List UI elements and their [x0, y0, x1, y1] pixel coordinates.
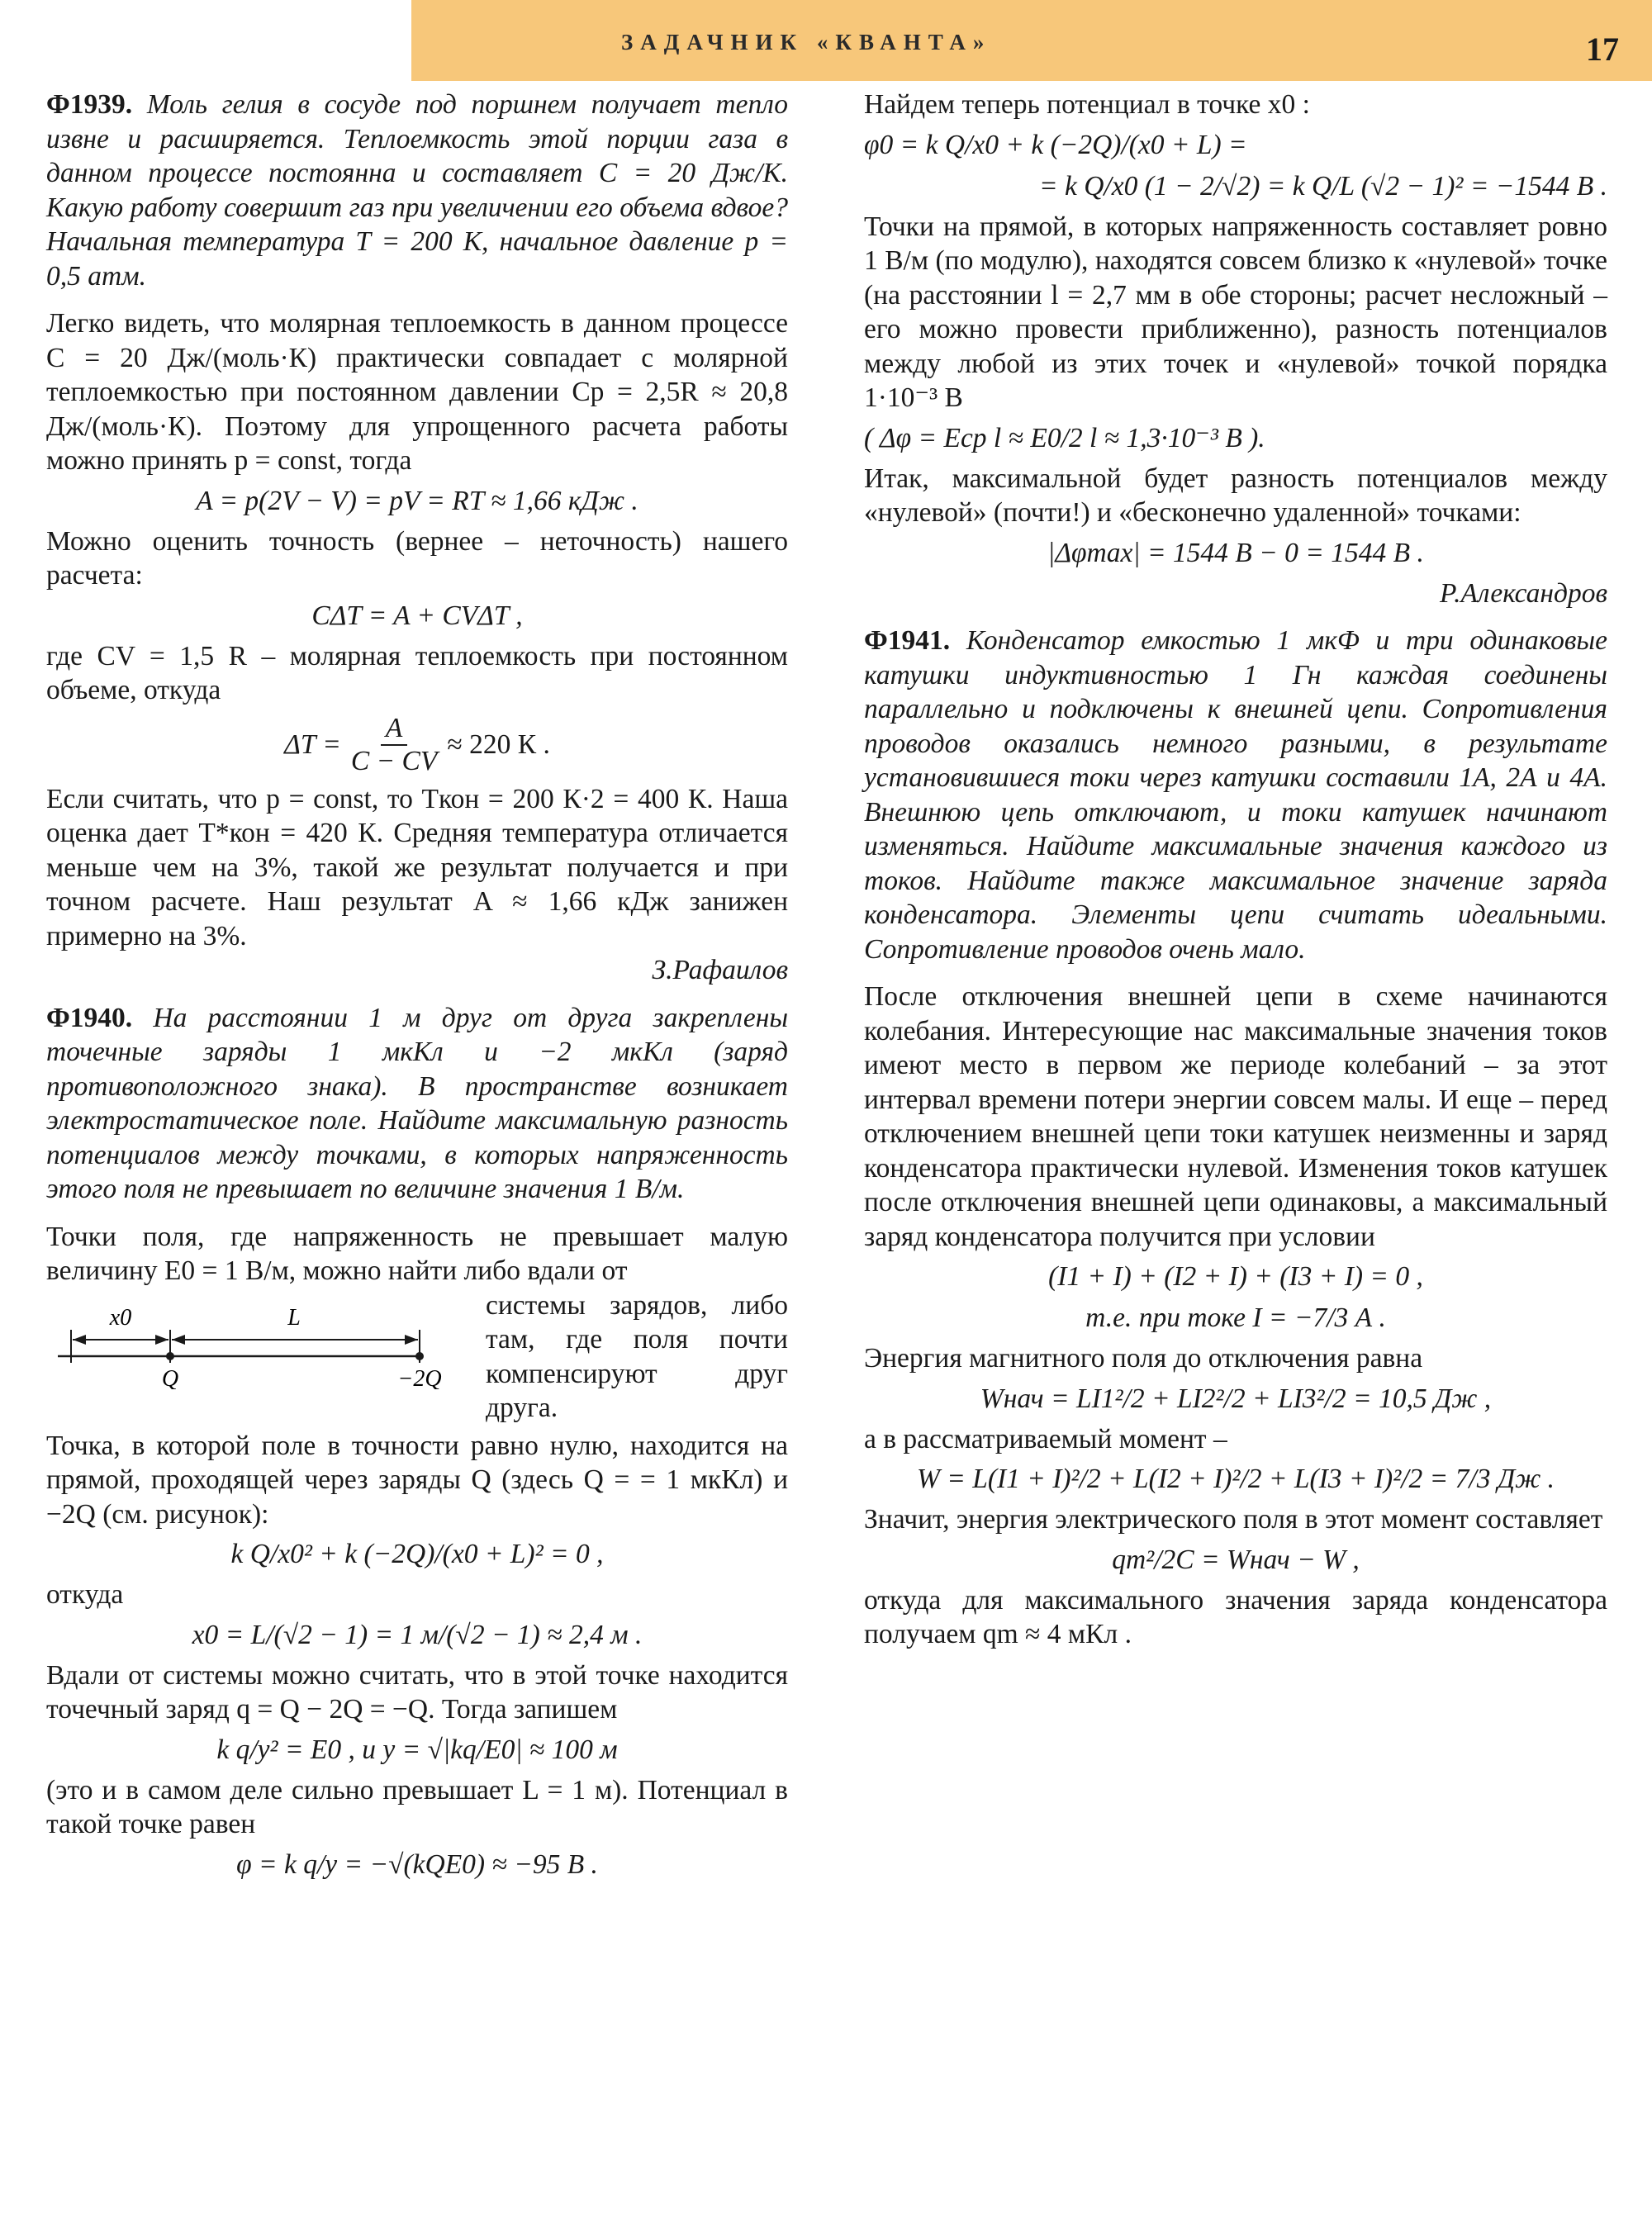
equation: Wнач = LI1²/2 + LI2²/2 + LI3²/2 = 10,5 Дж , — [980, 1383, 1492, 1414]
solution-paragraph: Энергия магнитного поля до отключения равна — [864, 1343, 1423, 1374]
solution-paragraph: а в рассматриваемый момент – — [864, 1423, 1227, 1454]
problem-id: Ф1939. — [46, 89, 133, 120]
equation: CΔT = A + CVΔT , — [311, 600, 523, 631]
equation: k q/y² = E0 , и y = √|kq/E0| ≈ 100 м — [216, 1734, 618, 1765]
solution-paragraph: Вдали от системы можно считать, что в этой точке находится точечный заряд q = Q − 2Q = −Q. Тогда запишем — [46, 1659, 788, 1725]
page-number: 17 — [1586, 31, 1619, 68]
author-signature: З.Рафаилов — [652, 955, 788, 985]
equation-fraction: ΔT = $\frac{A}{C - CV}$ ≈ 220 К . — [284, 712, 550, 776]
solution-paragraph: Если считать, что p = const, то Tкон = 200 К·2 = 400 К. Наша оценка дает T*кон = 420 К. Средняя температура отличается меньше чем на 3%, такой же результат получается и при точном расчете. Наш результат A ≈ 1,66 кДж занижен примерно на 3%. — [46, 783, 788, 951]
arrowhead — [155, 1335, 169, 1345]
problem-f1940-statement: Ф1940. На расстоянии 1 м друг от друга закреплены точечные заряды 1 мкКл и −2 мкКл (заряд противоположного знака). В пространстве возникает электростатическое поле. Найдите максимальную разность потенциалов между точками, в которых напряженность этого поля не превышает по величине значения 1 В/м. — [46, 1002, 789, 1204]
label-x0: x0 — [109, 1304, 132, 1331]
equation: x0 = L/(√2 − 1) = 1 м/(√2 − 1) ≈ 2,4 м . — [192, 1619, 643, 1650]
equation: φ = k q/y = −√(kQE0) ≈ −95 В . — [236, 1848, 598, 1880]
equation: т.е. при токе I = −7/3 А . — [1085, 1303, 1386, 1333]
solution-paragraph: Итак, максимальной будет разность потенциалов между «нулевой» (почти!) и «бесконечно удаленной» точками: — [864, 463, 1607, 528]
equation: (I1 + I) + (I2 + I) + (I3 + I) = 0 , — [1048, 1261, 1423, 1292]
problem-f1939-statement: Ф1939. Моль гелия в сосуде под поршнем получает тепло извне и расширяется. Теплоемкость этой порции газа в данном процессе постоянна и составляет C = 20 Дж/К. Какую работу совершит газ при увеличении его объема вдвое? Начальная температура T = 200 К, начальное давление p = 0,5 атм. — [46, 89, 789, 292]
solution-paragraph: Легко видеть, что молярная теплоемкость в данном процессе C = 20 Дж/(моль·К) практически совпадает с молярной теплоемкостью при постоянном давлении Cp = 2,5R ≈ 20,8 Дж/(моль·К). Поэтому для упрощенного расчета работы можно принять p = const, тогда — [46, 308, 788, 476]
equation: k Q/x0² + k (−2Q)/(x0 + L)² = 0 , — [230, 1539, 604, 1569]
solution-paragraph: Точки на прямой, в которых напряженность составляет ровно 1 В/м (по модулю), находятся совсем близко к «нулевой» точке (на расстоянии l = 2,7 мм в обе стороны; расчет несложный – его можно провести приближенно), разность потенциалов между любой из этих точек и «нулевой» точкой порядка 1·10⁻³ В — [864, 211, 1607, 413]
equation: A = p(2V − V) = pV = RT ≈ 1,66 кДж . — [196, 485, 638, 516]
problem-id: Ф1940. — [46, 1002, 133, 1033]
problem-id: Ф1941. — [864, 625, 951, 656]
solution-paragraph: (это и в самом деле сильно превышает L = 1 м). Потенциал в такой точке равен — [46, 1774, 788, 1839]
label-Q: Q — [161, 1365, 179, 1389]
equation: |Δφmax| = 1544 В − 0 = 1544 В . — [1047, 537, 1424, 568]
equation: qm²/2C = Wнач − W , — [1112, 1544, 1360, 1575]
solution-paragraph: откуда для максимального значения заряда конденсатора получаем qm ≈ 4 мКл . — [864, 1584, 1607, 1649]
solution-paragraph: После отключения внешней цепи в схеме начинаются колебания. Интересующие нас максимальные значения токов имеют место в первом же периоде колебаний – за этот интервал времени потери энергии совсем малы. И еще – перед отключением внешней цепи токи катушек неизменны и заряд конденсатора практически нулевой. Изменения токов катушек после отключения внешней цепи одинаковы, а максимальный заряд конденсатора получится при условии — [864, 981, 1607, 1252]
solution-paragraph: Можно оценить точность (вернее – неточность) нашего расчета: — [46, 525, 788, 591]
solution-paragraph: системы зарядов, либо там, где поля почти компенсируют друг друга. — [486, 1289, 788, 1423]
left-column — [46, 88, 788, 1888]
solution-paragraph: откуда — [46, 1579, 124, 1610]
label-L: L — [287, 1304, 301, 1331]
equation: ( Δφ = Eср l ≈ E0/2 l ≈ 1,3·10⁻³ В ). — [864, 422, 1265, 453]
equation: φ0 = k Q/x0 + k (−2Q)/(x0 + L) = — [864, 129, 1247, 160]
solution-paragraph: Точка, в которой поле в точности равно нулю, находится на прямой, проходящей через заряды Q (здесь Q = = 1 мкКл) и −2Q (см. рисунок): — [46, 1430, 788, 1530]
journal-section-title: ЗАДАЧНИК «КВАНТА» — [621, 30, 992, 55]
problem-f1941-statement: Ф1941. Конденсатор емкостью 1 мкФ и три одинаковые катушки индуктивностью 1 Гн каждая соединены параллельно и подключены к внешней цепи. Сопротивления проводов оказались немного разными, в результате установившиеся токи через катушки составили 1А, 2А и 4А. Внешнюю цепь отключают, и токи катушек начинают изменяться. Найдите максимальные значения каждого из токов. Найдите также максимальное значение заряда конденсатора. Элементы цепи считать идеальными. Сопротивление проводов очень мало. — [864, 625, 1607, 965]
arrowhead — [405, 1335, 418, 1345]
solution-paragraph: где CV = 1,5 R – молярная теплоемкость при постоянном объеме, откуда — [46, 640, 788, 705]
arrowhead — [73, 1335, 86, 1345]
equation: = k Q/x0 (1 − 2/√2) = k Q/L (√2 − 1)² = −1544 В . — [1039, 170, 1607, 202]
figure-block — [46, 1288, 788, 1429]
right-column — [864, 88, 1607, 1652]
solution-paragraph: Найдем теперь потенциал в точке x0 : — [864, 89, 1310, 120]
charges-diagram — [46, 1297, 476, 1389]
equation: W = L(I1 + I)²/2 + L(I2 + I)²/2 + L(I3 + I)²/2 = 7/3 Дж . — [916, 1464, 1555, 1494]
solution-paragraph: Значит, энергия электрического поля в этот момент составляет — [864, 1504, 1603, 1535]
arrowhead — [172, 1335, 185, 1345]
author-signature: Р.Александров — [1439, 577, 1607, 609]
label-minus2Q: −2Q — [397, 1365, 442, 1389]
solution-paragraph: Точки поля, где напряженность не превышает малую величину E0 = 1 В/м, можно найти либо вдали от — [46, 1221, 788, 1286]
